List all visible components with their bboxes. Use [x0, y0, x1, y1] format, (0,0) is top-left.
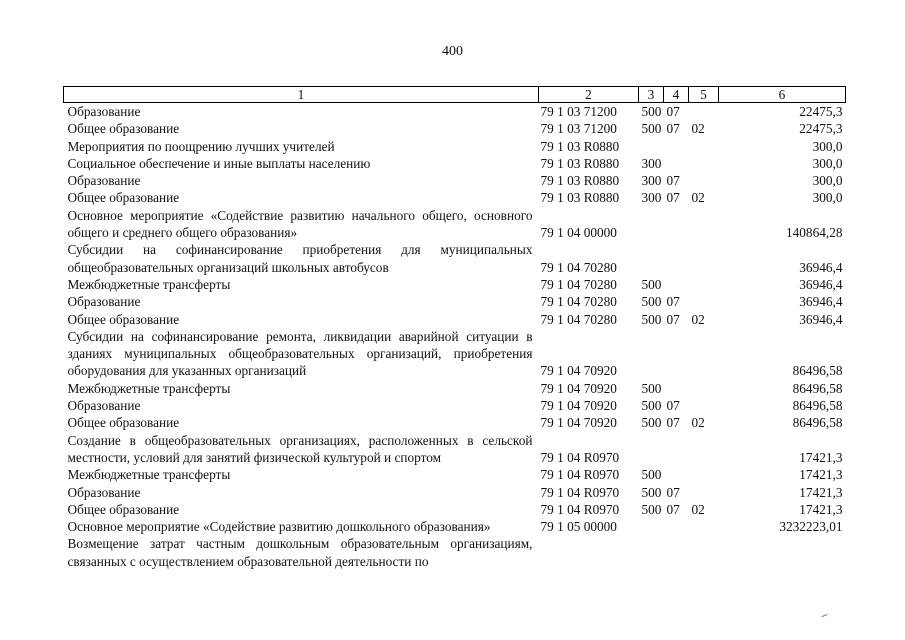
row-amount: 86496,58	[792, 415, 843, 431]
row-col-4: 07	[666, 104, 680, 119]
table-body	[64, 103, 846, 571]
table-row	[64, 189, 846, 206]
row-col-5: 02	[691, 501, 705, 517]
row-amount: 86496,58	[792, 398, 843, 414]
row-col-5: 02	[691, 121, 705, 137]
row-col-4: 07	[666, 311, 680, 327]
row-name: Общее образование	[67, 121, 180, 137]
row-code: 79 1 04 R0970	[540, 467, 620, 483]
row-code: 79 1 03 R0880	[540, 155, 620, 171]
row-col-4: 07	[666, 121, 680, 137]
row-col-5	[689, 103, 719, 121]
row-code	[539, 535, 639, 570]
row-amount: 86496,58	[792, 380, 843, 396]
row-code: 79 1 04 70920	[540, 415, 617, 431]
row-name: Мероприятия по поощрению лучших учителей	[67, 138, 335, 154]
row-col-4	[664, 380, 689, 397]
row-col-4	[664, 432, 689, 467]
table-row	[64, 432, 846, 467]
header-col-4: 4	[664, 87, 689, 103]
row-name: Основное мероприятие «Содействие развитию дошкольного образования»	[67, 519, 491, 535]
row-amount: 36946,4	[799, 259, 843, 275]
row-amount: 140864,28	[785, 225, 843, 241]
row-code: 79 1 03 71200	[540, 121, 617, 137]
table-row	[64, 241, 846, 276]
row-amount: 3232223,01	[779, 519, 843, 535]
row-col-4	[664, 535, 689, 570]
row-col-3: 500	[641, 311, 662, 327]
row-code: 79 1 04 70280	[540, 294, 617, 310]
table-row	[64, 535, 846, 570]
row-col-3: 500	[641, 380, 662, 396]
row-col-5	[689, 155, 719, 172]
row-code: 79 1 04 70280	[540, 276, 617, 292]
row-name: Общее образование	[67, 311, 180, 327]
row-col-4: 07	[666, 294, 680, 310]
row-col-4	[664, 207, 689, 242]
table-row	[64, 103, 846, 121]
table-row	[64, 466, 846, 483]
table-row	[64, 311, 846, 328]
row-col-3	[639, 518, 664, 535]
table-row	[64, 155, 846, 172]
row-name: Образование	[67, 294, 141, 310]
row-col-4	[664, 241, 689, 276]
row-code: 79 1 03 R0880	[540, 173, 620, 189]
row-code: 79 1 04 R0970	[540, 484, 620, 500]
row-name: Социальное обеспечение и иные выплаты населению	[67, 155, 371, 171]
row-name: Субсидии на софинансирование ремонта, ликвидации аварийной ситуации в зданиях муниципальных общеобразовательных организаций, приобретения оборудования для указанных организаций	[67, 328, 533, 379]
header-row	[64, 87, 846, 103]
row-col-5	[689, 207, 719, 242]
row-amount: 300,0	[812, 173, 843, 189]
row-code: 79 1 03 R0880	[540, 190, 620, 206]
table-row	[64, 414, 846, 431]
row-code: 79 1 04 70920	[540, 398, 617, 414]
row-code: 79 1 04 70920	[540, 363, 617, 379]
header-col-2: 2	[539, 87, 639, 103]
row-col-3	[639, 535, 664, 570]
table-row	[64, 138, 846, 155]
table-row	[64, 207, 846, 242]
row-code: 79 1 04 R0970	[540, 501, 620, 517]
row-name: Образование	[67, 104, 141, 119]
row-col-4	[664, 518, 689, 535]
row-name: Общее образование	[67, 501, 180, 517]
row-col-3: 500	[641, 398, 662, 414]
row-amount: 36946,4	[799, 276, 843, 292]
row-code: 79 1 03 71200	[540, 104, 617, 119]
row-code: 79 1 05 00000	[540, 519, 617, 535]
table-row	[64, 380, 846, 397]
row-col-3: 500	[641, 467, 662, 483]
table-row	[64, 293, 846, 310]
row-code: 79 1 04 00000	[540, 225, 617, 241]
row-amount	[719, 535, 846, 570]
row-col-4	[664, 138, 689, 155]
header-col-6: 6	[719, 87, 846, 103]
row-col-4	[664, 328, 689, 380]
row-col-3	[639, 241, 664, 276]
row-col-4: 07	[666, 398, 680, 414]
row-col-5	[689, 518, 719, 535]
row-amount: 17421,3	[799, 467, 843, 483]
row-amount: 36946,4	[799, 311, 843, 327]
row-name: Образование	[67, 484, 141, 500]
row-col-5	[689, 328, 719, 380]
scan-mark	[821, 614, 828, 620]
row-name: Основное мероприятие «Содействие развитию начального общего, основного общего и среднего общего образования»	[67, 207, 533, 241]
table-row	[64, 328, 846, 380]
row-col-5	[689, 484, 719, 501]
row-col-5	[689, 172, 719, 189]
budget-table	[63, 86, 846, 570]
row-col-3	[639, 328, 664, 380]
row-code: 79 1 04 70280	[540, 311, 617, 327]
row-col-3: 300	[641, 173, 662, 189]
row-col-3: 500	[641, 294, 662, 310]
row-name: Субсидии на софинансирование приобретения для муниципальных общеобразовательных организаций школьных автобусов	[67, 242, 533, 275]
row-col-3: 300	[641, 155, 662, 171]
table-row	[64, 397, 846, 414]
table-header	[64, 87, 846, 103]
row-col-5	[689, 241, 719, 276]
row-name: Возмещение затрат частным дошкольным образовательным организациям, связанных с осуществлением образовательной деятельности по	[67, 536, 533, 569]
table-row	[64, 518, 846, 535]
row-amount: 22475,3	[799, 121, 843, 137]
row-name: Образование	[67, 173, 141, 189]
header-col-3: 3	[639, 87, 664, 103]
row-col-5	[689, 466, 719, 483]
row-amount: 300,0	[812, 155, 843, 171]
row-col-5: 02	[691, 415, 705, 431]
row-col-5: 02	[691, 311, 705, 327]
header-col-1: 1	[64, 87, 539, 103]
row-name: Общее образование	[67, 190, 180, 206]
row-col-3: 500	[641, 121, 662, 137]
row-col-4	[664, 466, 689, 483]
row-amount: 300,0	[812, 190, 843, 206]
row-col-4: 07	[666, 190, 680, 206]
row-name: Общее образование	[67, 415, 180, 431]
row-name: Создание в общеобразовательных организациях, расположенных в сельской местности, условий для занятий физической культурой и спортом	[67, 432, 533, 465]
row-col-4: 07	[666, 501, 680, 517]
row-code: 79 1 03 R0880	[540, 138, 620, 154]
row-col-4: 07	[666, 415, 680, 431]
row-col-5	[689, 293, 719, 310]
header-col-5: 5	[689, 87, 719, 103]
row-name: Межбюджетные трансферты	[67, 380, 231, 396]
row-col-3: 500	[641, 484, 662, 500]
row-col-3: 300	[641, 190, 662, 206]
row-amount: 36946,4	[799, 294, 843, 310]
row-col-5	[689, 276, 719, 293]
row-col-5	[689, 380, 719, 397]
row-col-3: 500	[641, 104, 662, 119]
row-col-5	[689, 535, 719, 570]
row-name: Межбюджетные трансферты	[67, 276, 231, 292]
table-row	[64, 484, 846, 501]
row-amount: 300,0	[812, 138, 843, 154]
table-row	[64, 172, 846, 189]
row-col-3: 500	[641, 415, 662, 431]
row-amount: 17421,3	[799, 484, 843, 500]
row-amount: 22475,3	[799, 104, 843, 119]
table-row	[64, 120, 846, 137]
row-col-3	[639, 207, 664, 242]
row-amount: 86496,58	[792, 363, 843, 379]
row-col-3: 500	[641, 276, 662, 292]
row-amount: 17421,3	[799, 449, 843, 465]
row-amount: 17421,3	[799, 501, 843, 517]
row-code: 79 1 04 70920	[540, 380, 617, 396]
row-col-4: 07	[666, 484, 680, 500]
row-col-4	[664, 155, 689, 172]
row-col-3	[639, 432, 664, 467]
row-col-3: 500	[641, 501, 662, 517]
row-col-5	[689, 138, 719, 155]
row-code: 79 1 04 R0970	[540, 449, 620, 465]
page-number: 400	[442, 44, 463, 59]
row-name: Межбюджетные трансферты	[67, 467, 231, 483]
row-name: Образование	[67, 398, 141, 414]
row-col-5	[689, 397, 719, 414]
row-col-3	[639, 138, 664, 155]
table-row	[64, 276, 846, 293]
table-row	[64, 501, 846, 518]
row-col-4	[664, 276, 689, 293]
row-col-5: 02	[691, 190, 705, 206]
row-code: 79 1 04 70280	[540, 259, 617, 275]
row-col-5	[689, 432, 719, 467]
row-col-4: 07	[666, 173, 680, 189]
